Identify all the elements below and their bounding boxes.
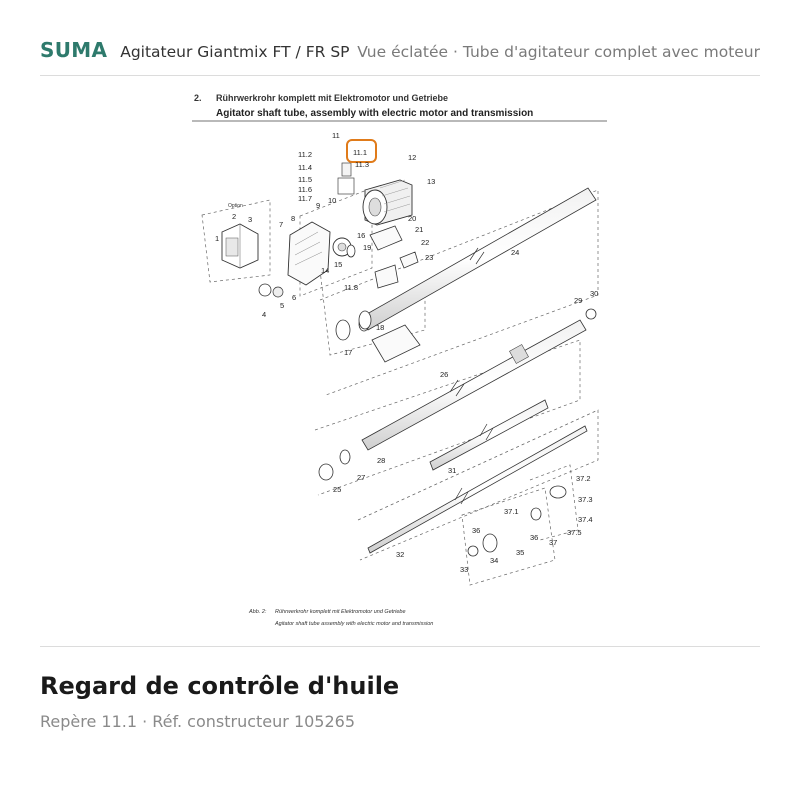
electric-motor (338, 163, 412, 225)
exploded-view-diagram (180, 86, 620, 634)
callout-37-3: 37.3 (578, 495, 593, 504)
product-name: Agitateur Giantmix FT / FR SP (120, 43, 350, 61)
callout-16: 16 (357, 231, 366, 240)
callout-29: 29 (574, 296, 583, 305)
callout-37-2: 37.2 (576, 474, 591, 483)
diagram-heading-en: Agitator shaft tube, assembly with electric motor and transmission (216, 108, 534, 119)
callout-1: 1 (215, 234, 220, 243)
callout-2: 2 (232, 212, 237, 221)
callout-28: 28 (377, 456, 386, 465)
figure-caption-label: Abb. 2: (249, 609, 267, 615)
callout-34: 34 (490, 556, 499, 565)
callout-33: 33 (460, 565, 469, 574)
callout-11: 11 (332, 131, 340, 140)
callout-11-7: 11.7 (298, 194, 313, 203)
callout-31: 31 (448, 466, 457, 475)
callout-4: 4 (262, 310, 267, 319)
callout-37: 37 (549, 538, 558, 547)
callout-10: 10 (328, 196, 337, 205)
callout-20: 20 (408, 214, 417, 223)
callout-36-a: 36 (472, 526, 481, 535)
callout-22: 22 (421, 238, 430, 247)
part-name: Regard de contrôle d'huile (40, 672, 400, 700)
callout-11-1-highlighted: 11.1 (353, 148, 368, 157)
callout-30: 30 (590, 289, 599, 298)
callout-36-b: 36 (530, 533, 539, 542)
diagram-heading-number: 2. (194, 93, 202, 103)
callout-35: 35 (516, 548, 525, 557)
callout-8: 8 (291, 214, 296, 223)
figure-caption-en: Agitator shaft tube assembly with electric motor and transmission (275, 621, 434, 627)
option-gearbox (222, 224, 258, 268)
callout-15: 15 (334, 260, 343, 269)
callout-14: 14 (321, 266, 330, 275)
callout-17: 17 (344, 348, 353, 357)
callout-19: 19 (363, 243, 372, 252)
callout-5: 5 (280, 301, 285, 310)
callout-11-5: 11.5 (298, 175, 313, 184)
callout-11-4: 11.4 (298, 163, 313, 172)
callout-23: 23 (425, 253, 434, 262)
callout-24: 24 (511, 248, 520, 257)
callout-12: 12 (408, 153, 417, 162)
callout-37-1: 37.1 (504, 507, 519, 516)
assembly-dashed-guides (202, 188, 598, 585)
callout-7: 7 (279, 220, 284, 229)
callout-11-6: 11.6 (298, 185, 313, 194)
callout-3: 3 (248, 215, 253, 224)
view-title: Vue éclatée · Tube d'agitateur complet avec moteur (357, 43, 760, 61)
callout-11-3: 11.3 (355, 160, 370, 169)
header-divider (40, 75, 760, 76)
callout-37-5: 37.5 (567, 528, 582, 537)
content-divider (40, 646, 760, 647)
callout-27: 27 (357, 473, 366, 482)
callout-32: 32 (396, 550, 405, 559)
callout-21: 21 (415, 225, 424, 234)
diagram-heading-de: Rührwerkrohr komplett mit Elektromotor und Getriebe (216, 93, 449, 103)
callout-13: 13 (427, 177, 436, 186)
callout-6: 6 (292, 293, 297, 302)
callout-11-8: 11.8 (344, 283, 359, 292)
callout-9: 9 (316, 201, 321, 210)
callout-25: 25 (333, 485, 342, 494)
page-header (40, 38, 760, 68)
callout-26: 26 (440, 370, 449, 379)
callout-11-2: 11.2 (298, 150, 313, 159)
part-details: Repère 11.1 · Réf. constructeur 105265 (40, 712, 356, 731)
brand-logo: SUMA (40, 38, 108, 62)
callout-37-4: 37.4 (578, 515, 593, 524)
option-label: Option (228, 203, 243, 209)
callout-18: 18 (376, 323, 385, 332)
figure-caption-de: Rührwerkrohr komplett mit Elektromotor und Getriebe (275, 609, 406, 615)
